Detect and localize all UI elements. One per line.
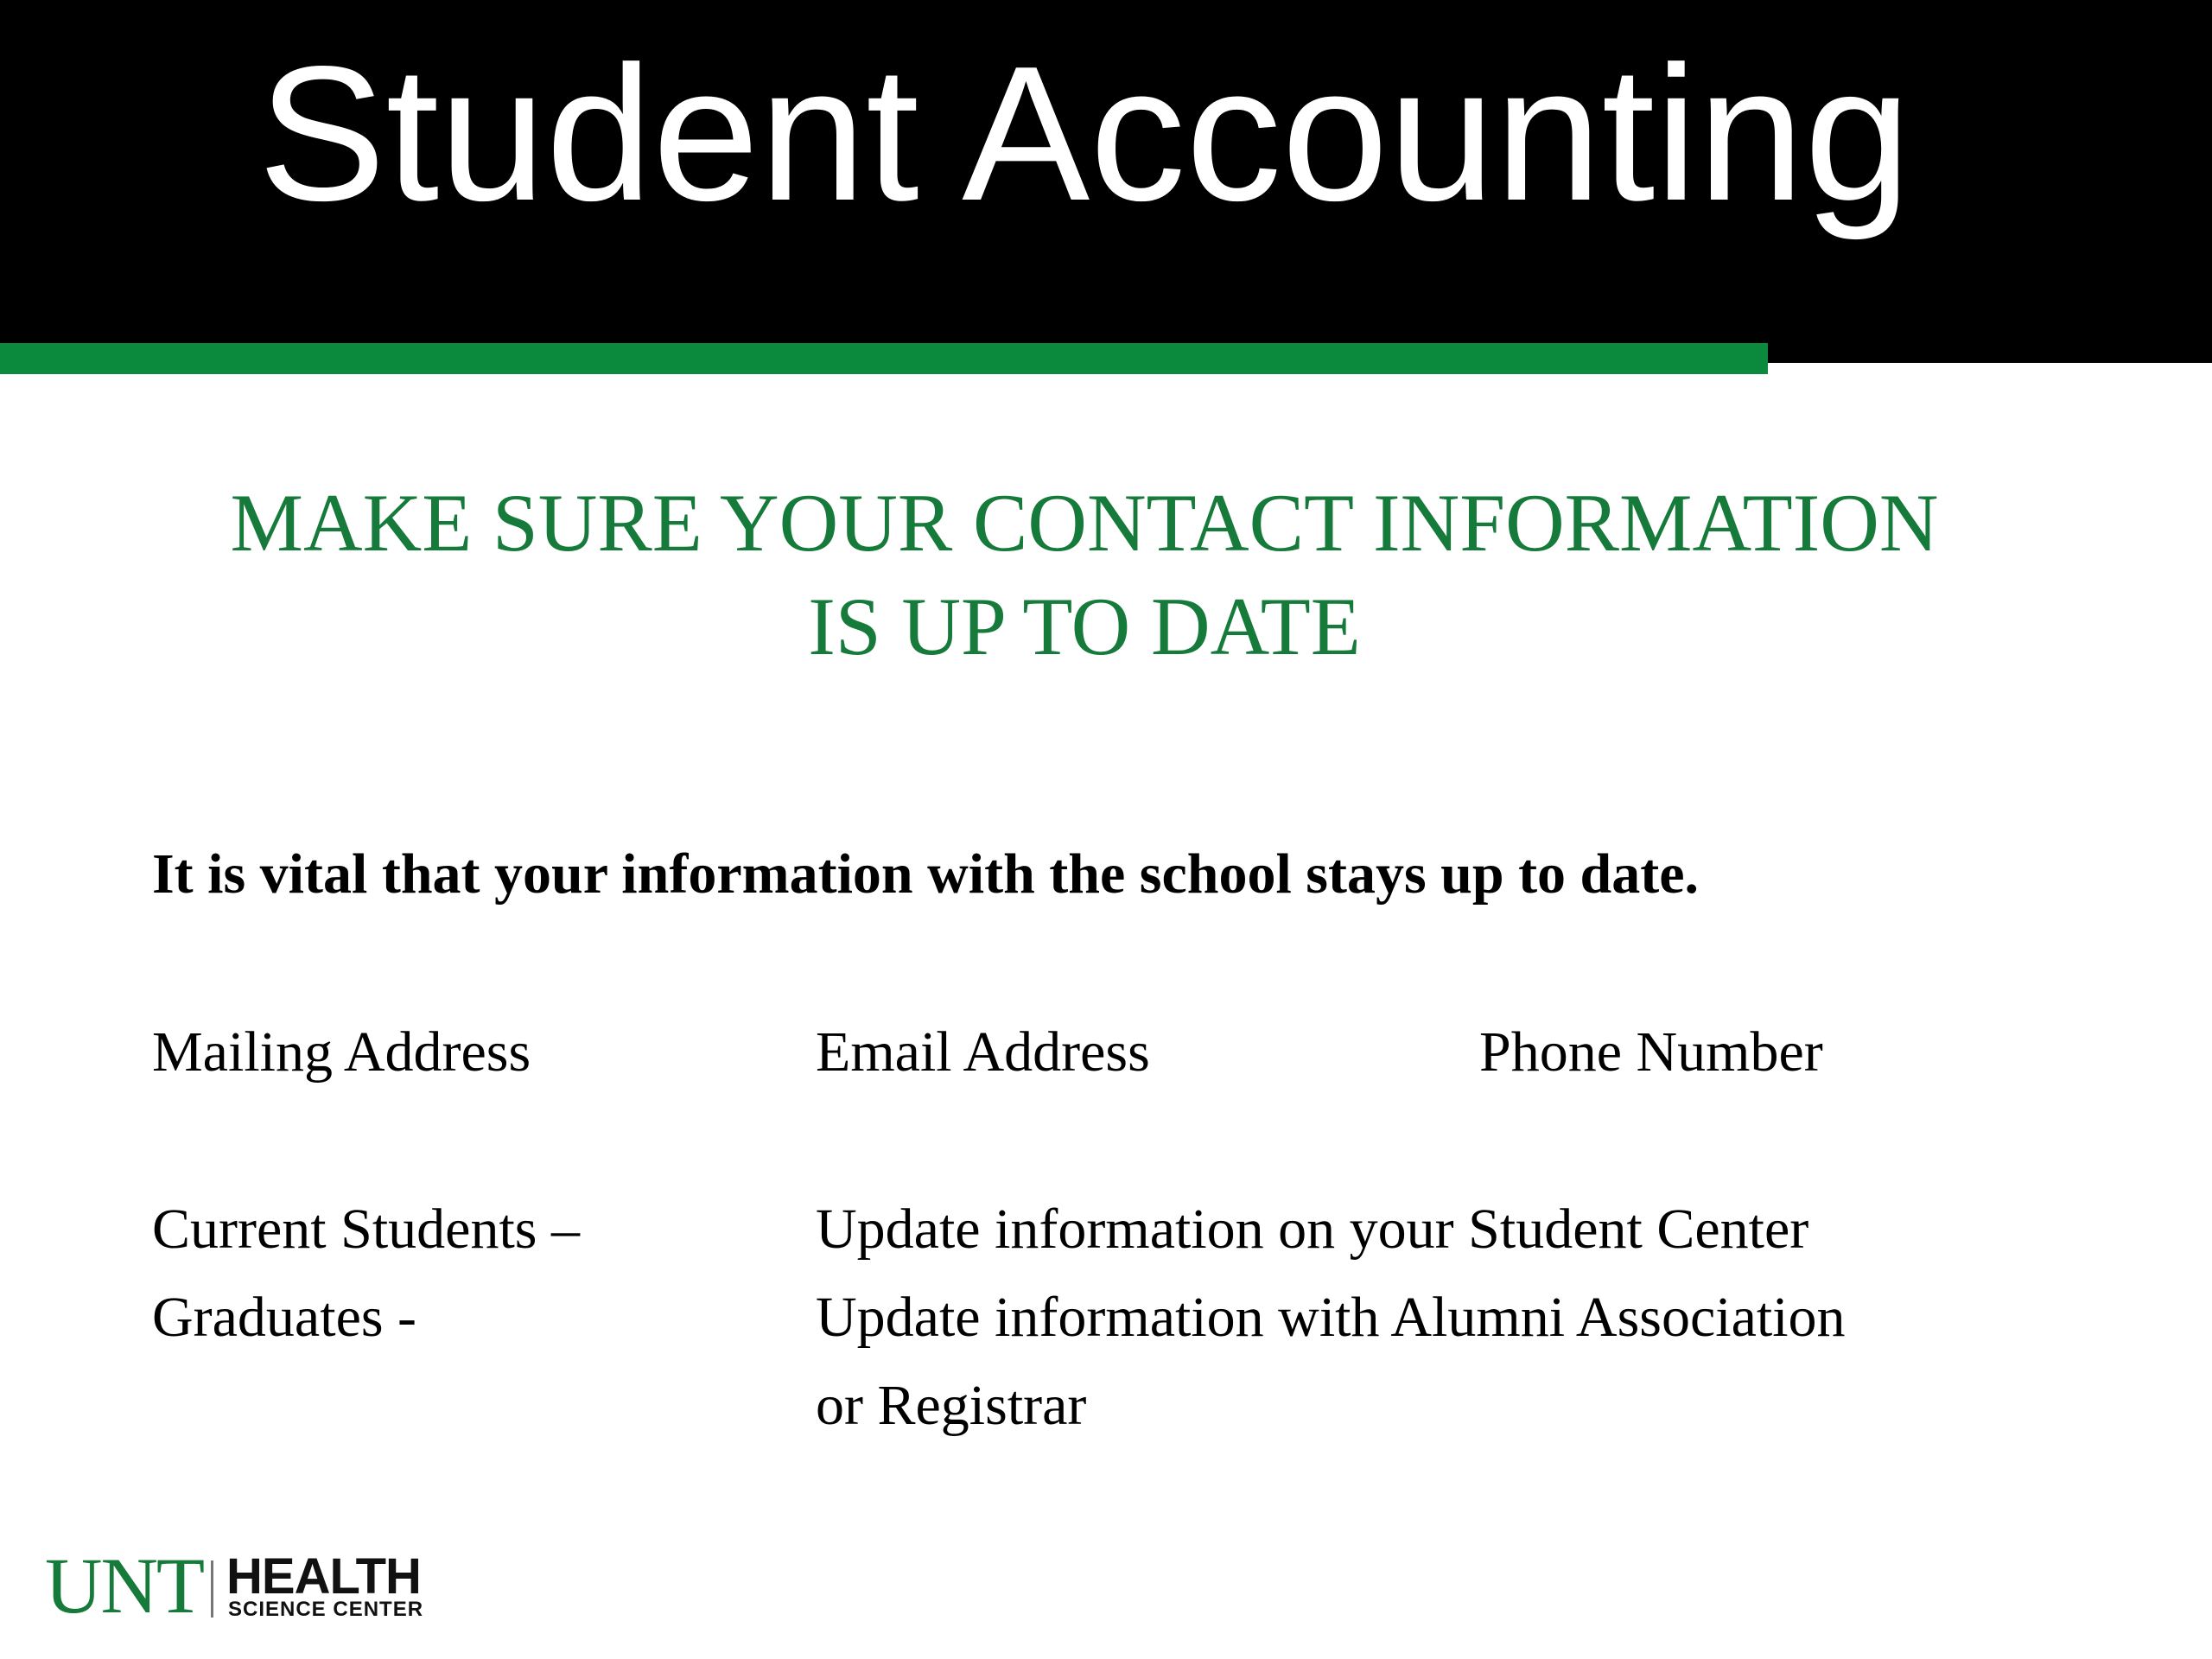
mailing-address-label: Mailing Address bbox=[152, 1020, 531, 1084]
graduates-instruction-line-1: Update information with Alumni Association bbox=[816, 1286, 1846, 1349]
logo-unt-wordmark: UNT bbox=[45, 1541, 204, 1630]
logo-subtitle: SCIENCE CENTER bbox=[228, 1598, 424, 1621]
logo-divider bbox=[211, 1560, 213, 1618]
header-notch bbox=[1768, 363, 2212, 380]
current-students-instruction: Update information on your Student Center bbox=[816, 1198, 1809, 1261]
phone-number-label: Phone Number bbox=[1479, 1020, 1823, 1084]
headline-line-1: MAKE SURE YOUR CONTACT INFORMATION bbox=[230, 477, 1939, 569]
intro-statement: It is vital that your information with the school stays up to date. bbox=[152, 842, 1700, 906]
email-address-label: Email Address bbox=[816, 1020, 1150, 1084]
headline bbox=[0, 471, 2169, 678]
logo-health-wordmark: HEALTH bbox=[226, 1548, 421, 1605]
graduates-label: Graduates - bbox=[152, 1286, 417, 1349]
unt-health-logo bbox=[45, 1541, 451, 1630]
headline-line-2: IS UP TO DATE bbox=[808, 581, 1361, 672]
graduates-instruction-line-2: or Registrar bbox=[816, 1374, 1087, 1437]
slide-title: Student Accounting bbox=[257, 27, 1911, 241]
current-students-label: Current Students – bbox=[152, 1198, 580, 1261]
green-accent-rule bbox=[0, 343, 1768, 374]
